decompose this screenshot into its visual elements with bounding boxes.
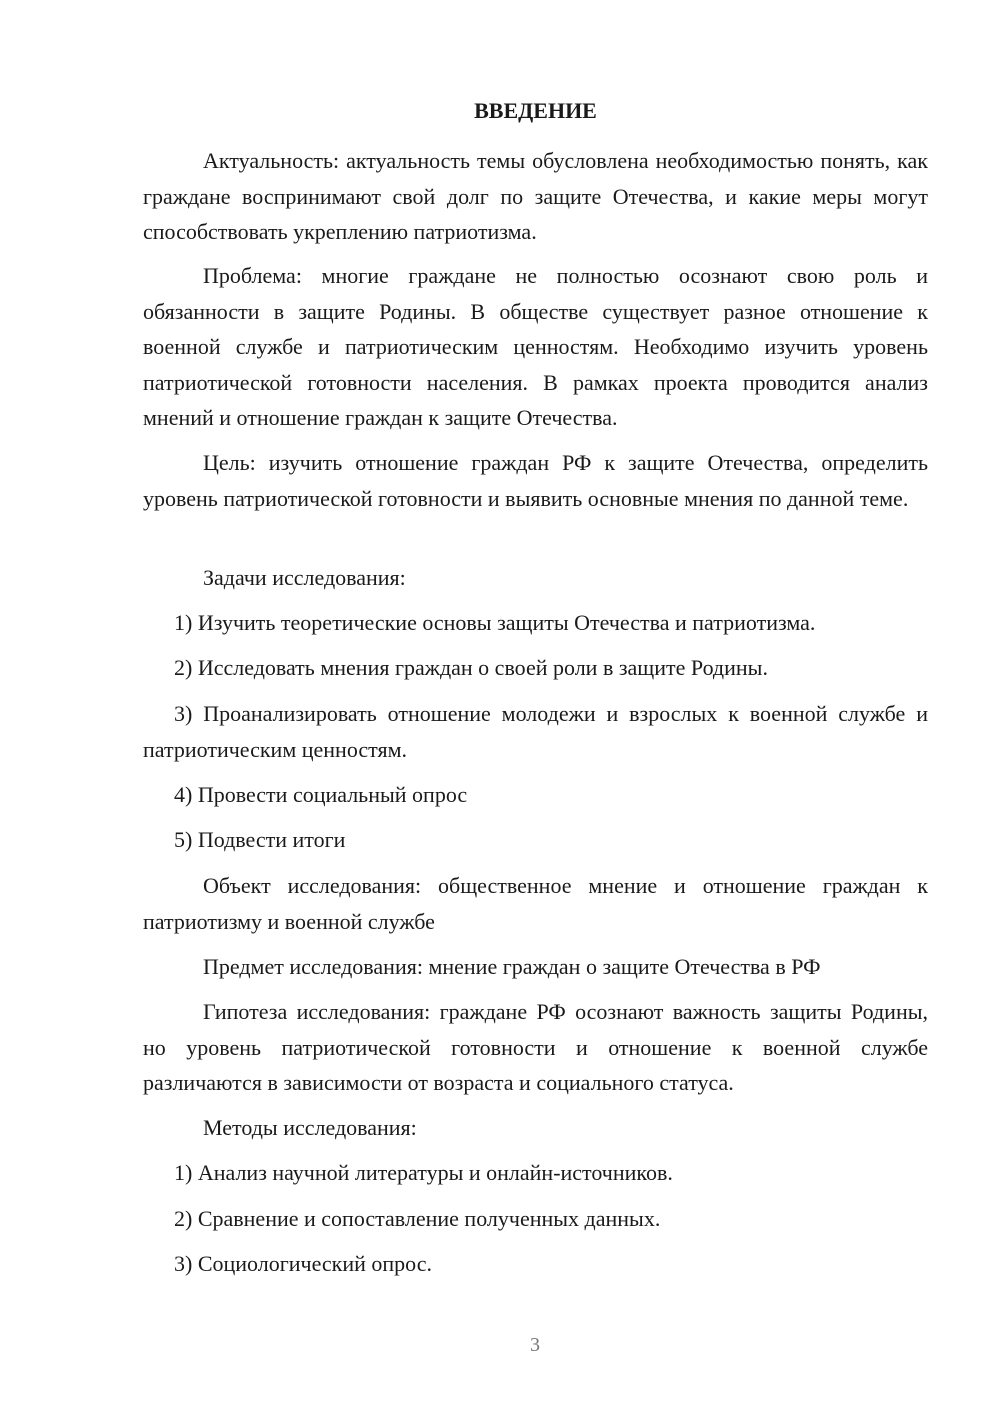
goal-paragraph: Цель: изучить отношение граждан РФ к защите Отечества, определить уровень патриотической готовности и выявить основные мнения по данной теме. [143,450,928,511]
task-item: 2) Исследовать мнения граждан о своей роли в защите Родины. [174,655,768,680]
page-number: 3 [530,1334,540,1356]
method-item: 3) Социологический опрос. [174,1251,432,1276]
task-item: 3) Проанализировать отношение молодежи и взрослых к военной службе и патриотическим ценностям. [143,701,928,762]
method-item: 1) Анализ научной литературы и онлайн-источников. [174,1160,673,1185]
tasks-heading: Задачи исследования: [203,565,406,590]
relevance-paragraph: Актуальность: актуальность темы обусловлена необходимостью понять, как граждане воспринимают свой долг по защите Отечества, и какие меры могут способствовать укреплению патриотизма. [143,148,928,244]
task-item: 5) Подвести итоги [174,827,346,852]
subject-paragraph: Предмет исследования: мнение граждан о защите Отечества в РФ [203,954,821,979]
method-item: 2) Сравнение и сопоставление полученных данных. [174,1206,661,1231]
section-heading: ВВЕДЕНИЕ [474,98,597,123]
hypothesis-paragraph: Гипотеза исследования: граждане РФ осознают важность защиты Родины, но уровень патриотической готовности и отношение к военной службе различаются в зависимости от возраста и социального статуса. [143,999,928,1095]
methods-heading: Методы исследования: [203,1115,417,1140]
problem-paragraph: Проблема: многие граждане не полностью осознают свою роль и обязанности в защите Родины. В обществе существует разное отношение к военной службе и патриотическим ценностям. Необходимо изучить уровень патриотической готовности населения. В рамках проекта проводится анализ мнений и отношение граждан к защите Отечества. [143,263,928,430]
task-item: 4) Провести социальный опрос [174,782,468,807]
object-paragraph: Объект исследования: общественное мнение и отношение граждан к патриотизму и военной службе [143,873,928,934]
task-item: 1) Изучить теоретические основы защиты Отечества и патриотизма. [174,610,816,635]
